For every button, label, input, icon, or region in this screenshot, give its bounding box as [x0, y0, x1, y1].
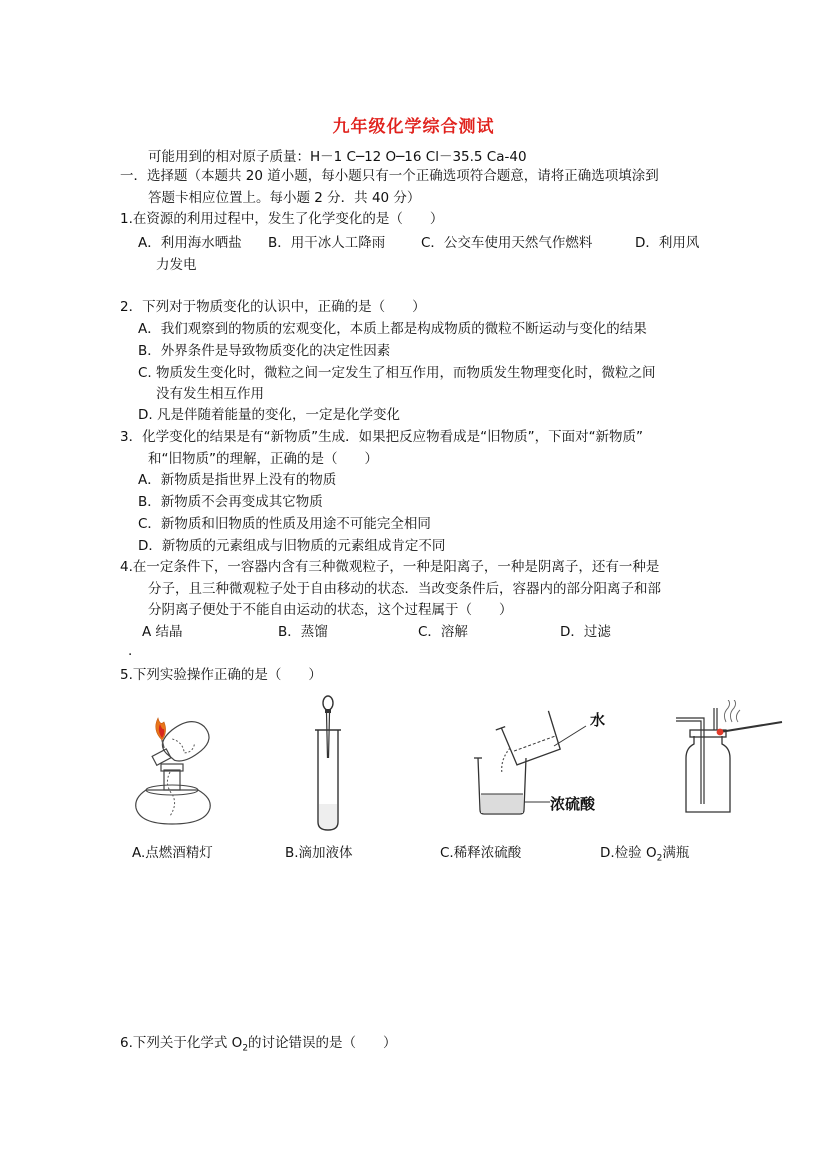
caption-d [600, 841, 689, 864]
q3-stem-line2: 和“旧物质”的理解，正确的是（ ） [148, 451, 378, 467]
q6-stem [120, 1034, 397, 1058]
q1-option-d-cont: 力发电 [156, 257, 197, 273]
q4-stem-line3: 分阴离子便处于不能自由运动的状态，这个过程属于（ ） [148, 602, 513, 618]
q6-stem-text-end: 的讨论错误的是（ ） [248, 1035, 397, 1051]
q2-option-a: A．我们观察到的物质的宏观变化，本质上都是构成物质的微粒不断运动与变化的结果 [138, 321, 647, 337]
q1-option-b: B．用干冰人工降雨 [268, 235, 386, 251]
q4-stem-line1: 4.在一定条件下，一容器内含有三种微观粒子，一种是阳离子，一种是阴离子，还有一种是 [120, 559, 660, 575]
q4-option-a: A 结晶 [142, 624, 183, 640]
q6-stem-text: 6.下列关于化学式 O [120, 1035, 243, 1051]
q4-trailing-dot: . [128, 643, 133, 659]
q4-option-d: D．过滤 [560, 624, 611, 640]
q3-option-d: D．新物质的元素组成与旧物质的元素组成肯定不同 [138, 538, 446, 554]
atomic-masses: 可能用到的相对原子质量：H－1 C─12 O─16 Cl－35.5 Ca-40 [148, 149, 527, 165]
q2-option-c: C. 物质发生变化时，微粒之间一定发生了相互作用，而物质发生物理变化时，微粒之间 [138, 365, 656, 381]
caption-d-text: D.检验 O [600, 845, 657, 861]
section-heading-line1: 一．选择题（本题共 20 道小题，每小题只有一个正确选项符合题意，请将正确选项填涂到 [120, 168, 659, 184]
q4-options [142, 623, 642, 641]
label-concentrated-sulfuric-acid: 浓硫酸 [550, 795, 596, 813]
q1-stem: 1.在资源的利用过程中，发生了化学变化的是（ ） [120, 211, 444, 227]
section-heading-line2: 答题卡相应位置上。每小题 2 分．共 40 分） [148, 190, 421, 206]
caption-d-subscript: 2 [656, 853, 663, 864]
figure-b-dropper-test-tube [310, 694, 346, 832]
q5-stem: 5.下列实验操作正确的是（ ） [120, 667, 322, 683]
page-title: 九年级化学综合测试 [332, 117, 495, 137]
q4-option-c: C．溶解 [418, 624, 468, 640]
q1-option-c: C．公交车使用天然气作燃料 [421, 235, 593, 251]
q2-option-c-cont: 没有发生相互作用 [156, 386, 264, 402]
q1-option-d: D．利用风 [635, 235, 700, 251]
q1-options [138, 234, 718, 252]
caption-a: A.点燃酒精灯 [132, 845, 213, 861]
q2-option-b: B．外界条件是导致物质变化的决定性因素 [138, 343, 391, 359]
label-water: 水 [590, 711, 606, 729]
q2-stem: 2．下列对于物质变化的认识中，正确的是（ ） [120, 299, 426, 315]
caption-c: C.稀释浓硫酸 [440, 845, 522, 861]
q3-stem-line1: 3．化学变化的结果是有“新物质”生成．如果把反应物看成是“旧物质”，下面对“新物质” [120, 429, 644, 445]
q2-option-d: D. 凡是伴随着能量的变化，一定是化学变化 [138, 407, 400, 423]
q3-option-b: B．新物质不会再变成其它物质 [138, 494, 323, 510]
caption-b: B.滴加液体 [285, 845, 353, 861]
q4-option-b: B．蒸馏 [278, 624, 328, 640]
figure-a-alcohol-lamp-illustration [124, 712, 234, 828]
q3-option-c: C．新物质和旧物质的性质及用途不可能完全相同 [138, 516, 431, 532]
figure-d-gas-bottle-illustration [672, 700, 784, 818]
caption-d-text-end: 满瓶 [662, 845, 690, 861]
q3-option-a: A．新物质是指世界上没有的物质 [138, 472, 337, 488]
q4-stem-line2: 分子，且三种微观粒子处于自由移动的状态．当改变条件后，容器内的部分阳离子和部 [148, 581, 661, 597]
q6-subscript: 2 [242, 1043, 249, 1054]
q1-option-a: A．利用海水晒盐 [138, 235, 242, 251]
